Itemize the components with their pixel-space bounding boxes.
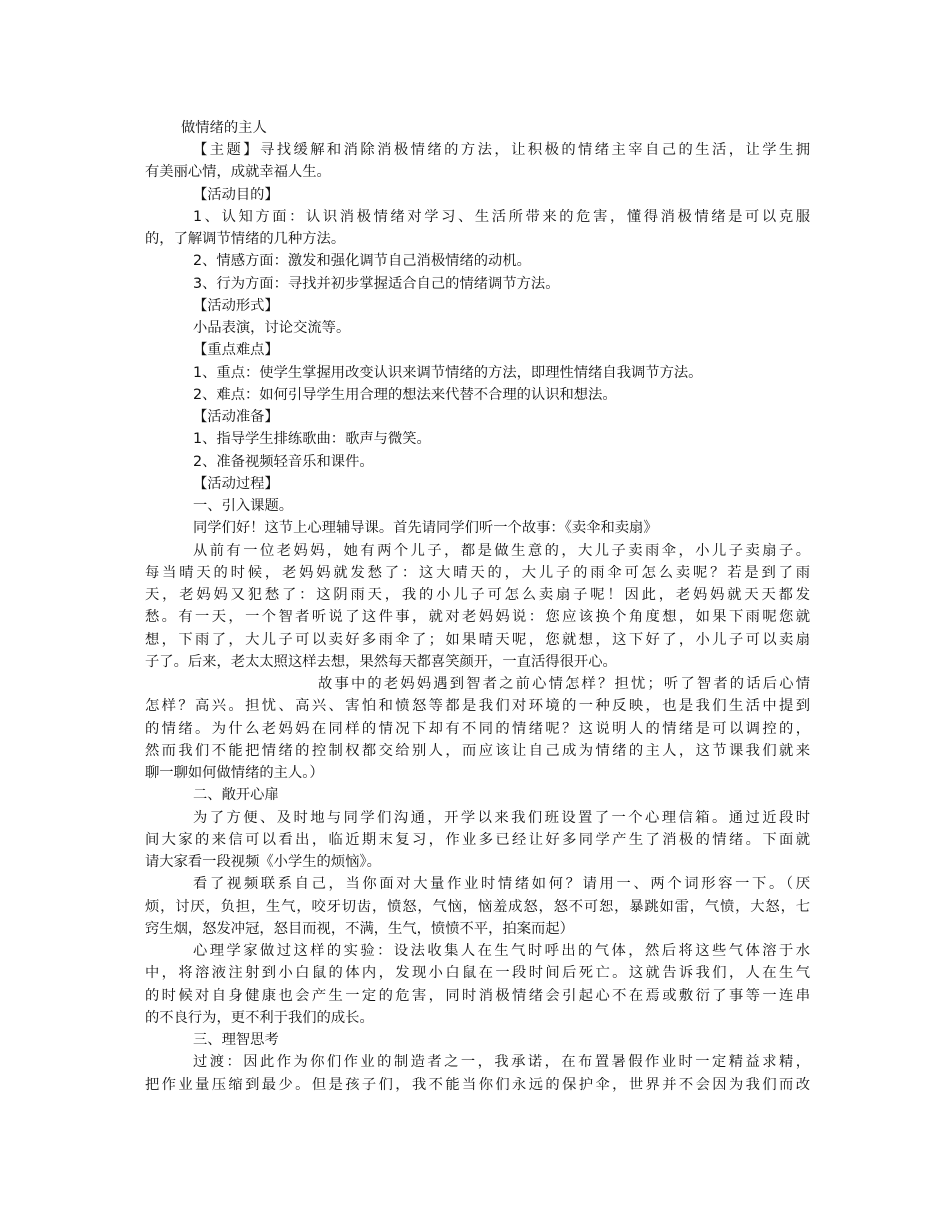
paragraph-line: 然而我们不能把情绪的控制权都交给别人，而应该让自己成为情绪的主人，这节课我们就来 bbox=[145, 743, 810, 759]
paragraph-line: 3、行为方面：寻找并初步掌握适合自己的情绪调节方法。 bbox=[193, 276, 560, 292]
paragraph-line: 2、难点：如何引导学生用合理的想法来代替不合理的认识和想法。 bbox=[193, 387, 617, 403]
paragraph-line: 的，了解调节情绪的几种方法。 bbox=[145, 231, 346, 247]
paragraph-line: 【主题】寻找缓解和消除消极情绪的方法，让积极的情绪主宰自己的生活，让学生拥 bbox=[193, 142, 810, 158]
paragraph-line: 故事中的老妈妈遇到智者之前心情怎样？担忧；听了智者的话后心情 bbox=[318, 676, 810, 692]
section-heading: 【活动形式】 bbox=[193, 298, 279, 314]
paragraph-line: 1、指导学生排练歌曲：歌声与微笑。 bbox=[193, 431, 431, 447]
section-heading: 【活动过程】 bbox=[193, 476, 279, 492]
paragraph-line: 把作业量压缩到最少。但是孩子们，我不能当你们永远的保护伞，世界并不会因为我们而改 bbox=[145, 1077, 810, 1093]
paragraph-line: 2、准备视频轻音乐和课件。 bbox=[193, 454, 374, 470]
paragraph-line: 想，下雨了，大儿子可以卖好多雨伞了；如果晴天呢，您就想，这下好了，小儿子可以卖扇 bbox=[145, 632, 810, 648]
paragraph-line: 请大家看一段视频《小学生的烦恼》。 bbox=[145, 854, 381, 870]
paragraph-line: 间大家的来信可以看出，临近期末复习，作业多已经让好多同学产生了消极的情绪。下面就 bbox=[145, 832, 810, 848]
paragraph-line: 过渡：因此作为你们作业的制造者之一，我承诺，在布置暑假作业时一定精益求精， bbox=[193, 1054, 810, 1070]
section-heading: 【活动准备】 bbox=[193, 409, 279, 425]
paragraph-line: 1、认知方面：认识消极情绪对学习、生活所带来的危害，懂得消极情绪是可以克服 bbox=[193, 209, 810, 225]
section-heading: 【活动目的】 bbox=[193, 187, 279, 203]
section-heading: 三、理智思考 bbox=[193, 1032, 279, 1048]
paragraph-line: 的情绪。为什么老妈妈在同样的情况下却有不同的情绪呢？这说明人的情绪是可以调控的， bbox=[145, 721, 810, 737]
paragraph-line: 1、重点：使学生掌握用改变认识来调节情绪的方法，即理性情绪自我调节方法。 bbox=[193, 365, 703, 381]
section-heading: 二、敞开心扉 bbox=[193, 787, 279, 803]
paragraph-line: 看了视频联系自己，当你面对大量作业时情绪如何？请用一、两个词形容一下。（厌 bbox=[193, 876, 810, 892]
section-heading: 一、引入课题。 bbox=[193, 498, 294, 514]
paragraph-line: 子了。后来，老太太照这样去想，果然每天都喜笑颜开，一直活得很开心。 bbox=[145, 654, 617, 670]
paragraph-line: 怎样？高兴。担忧、高兴、害怕和愤怒等都是我们对环境的一种反映，也是我们生活中提到 bbox=[145, 698, 810, 714]
paragraph-line: 烦，讨厌，负担，生气，咬牙切齿，愤怒，气恼，恼羞成怒，怒不可恕，暴跳如雷，气愤，大怒，七 bbox=[145, 899, 810, 915]
section-heading: 【重点难点】 bbox=[193, 342, 279, 358]
paragraph-line: 窍生烟，怒发冲冠，怒目而视，不满，生气，愤愤不平，拍案而起） bbox=[145, 921, 574, 937]
paragraph-line: 心理学家做过这样的实验：设法收集人在生气时呼出的气体，然后将这些气体溶于水 bbox=[193, 943, 810, 959]
paragraph-line: 小品表演，讨论交流等。 bbox=[193, 320, 351, 336]
paragraph-line: 愁。有一天，一个智者听说了这件事，就对老妈妈说：您应该换个角度想，如果下雨呢您就 bbox=[145, 609, 810, 625]
paragraph-line: 的不良行为，更不利于我们的成长。 bbox=[145, 1010, 374, 1026]
paragraph-line: 2、情感方面：激发和强化调节自己消极情绪的动机。 bbox=[193, 253, 531, 269]
paragraph-line: 从前有一位老妈妈，她有两个儿子，都是做生意的，大儿子卖雨伞，小儿子卖扇子。 bbox=[193, 543, 810, 559]
paragraph-line: 有美丽心情，成就幸福人生。 bbox=[145, 164, 331, 180]
paragraph-line: 的时候对自身健康也会产生一定的危害，同时消极情绪会引起心不在焉或敷衍了事等一连串 bbox=[145, 988, 810, 1004]
paragraph-line: 聊一聊如何做情绪的主人。） bbox=[145, 765, 324, 781]
paragraph-line: 每当晴天的时候，老妈妈就发愁了：这大晴天的，大儿子的雨伞可怎么卖呢？若是到了雨 bbox=[145, 565, 810, 581]
paragraph-line: 同学们好！这节上心理辅导课。首先请同学们听一个故事：《卖伞和卖扇》 bbox=[193, 520, 658, 536]
paragraph-line: 为了方便、及时地与同学们沟通，开学以来我们班设置了一个心理信箱。通过近段时 bbox=[193, 810, 810, 826]
document-title: 做情绪的主人 bbox=[181, 120, 267, 136]
paragraph-line: 中，将溶液注射到小白鼠的体内，发现小白鼠在一段时间后死亡。这就告诉我们，人在生气 bbox=[145, 965, 810, 981]
paragraph-line: 天，老妈妈又犯愁了：这阴雨天，我的小儿子可怎么卖扇子呢！因此，老妈妈就天天都发 bbox=[145, 587, 810, 603]
